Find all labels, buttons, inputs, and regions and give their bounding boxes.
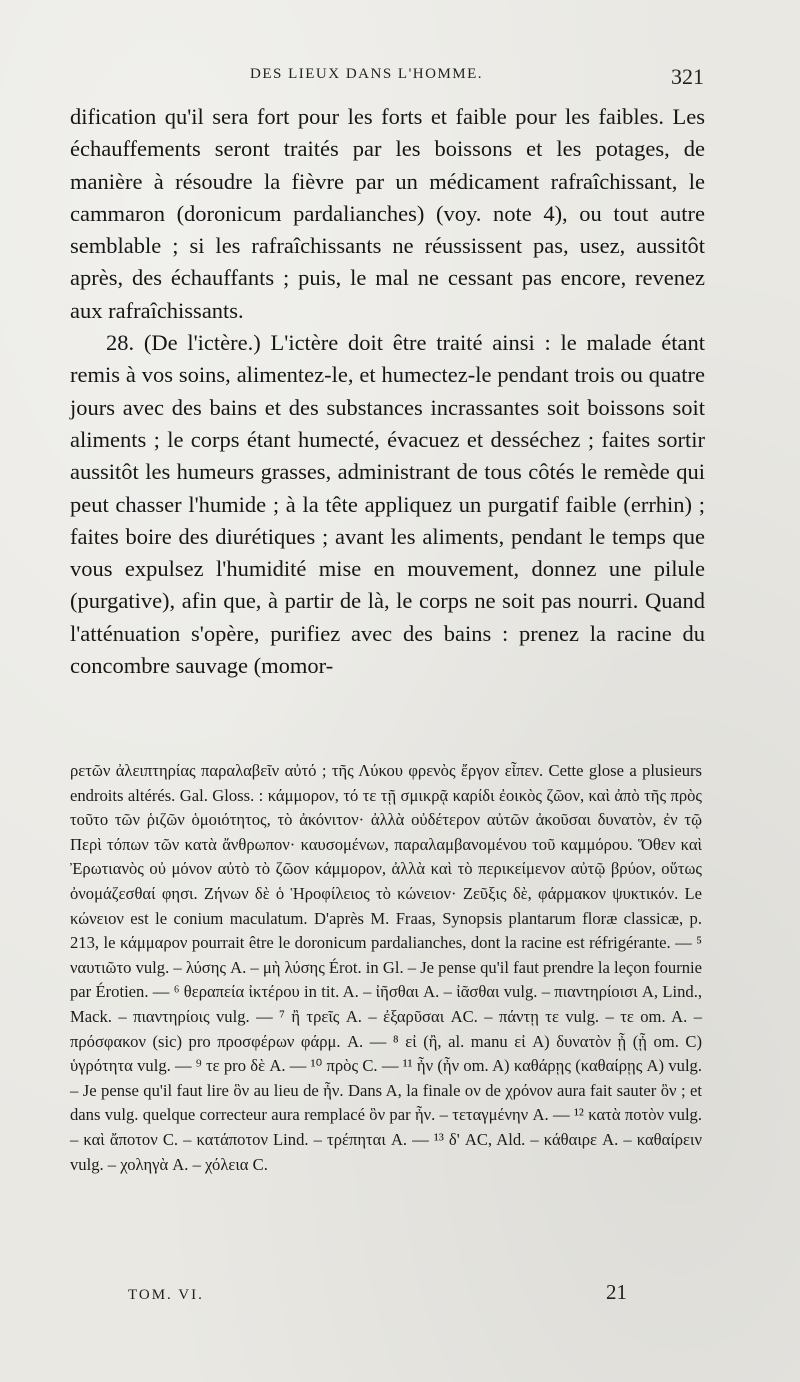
signature-number: 21 [606, 1280, 627, 1304]
signature-mark: TOM. VI. [128, 1287, 204, 1303]
running-head: DES LIEUX DANS L'HOMME. [250, 66, 484, 82]
page-number: 321 [671, 64, 704, 89]
paragraph-icterus: 28. (De l'ictère.) L'ictère doit être traité ainsi : le malade étant remis à vos soins, alimentez-le, et humectez-le pendant trois ou quatre jours avec des bains et des substances incrassantes soit boissons soit aliments ; le corps étant humecté, évacuez et desséchez ; faites sortir aussitôt les humeurs grasses, administrant de tous côtés le remède qui peut chasser l'humide ; à la tête appliquez un purgatif faible (errhin) ; faites boire des diurétiques ; avant les aliments, pendant le temps que vous expulsez l'humidité mise en mouvement, donnez une pilule (purgative), afin que, à partir de là, le corps ne soit pas nourri. Quand l'atténuation s'opère, purifiez avec des bains : prenez la racine du concombre sauvage (momor- [70, 330, 705, 679]
paragraph-continuation: dification qu'il sera fort pour les forts et faible pour les faibles. Les échauffements seront traités par les boissons et les potages, de manière à résoudre la fièvre par un médicament rafraîchissant, le cammaron (doronicum pardalianches) (voy. note 4), ou tout autre semblable ; si les rafraîchissants ne réussissent pas, usez, aussitôt après, des échauffants ; puis, le mal ne cessant pas encore, revenez aux rafraîchissants. [70, 104, 705, 323]
footnotes [70, 759, 702, 1177]
main-text [70, 101, 705, 682]
footnote-text: ρετῶν ἀλειπτηρίας παραλαβεῖν αὐτό ; τῆς Λύκου φρενὸς ἔργον εἶπεν. Cette glose a plusieurs endroits altérés. Gal. Gloss. : κάμμορον, τό τε τῇ σμικρᾷ καρίδι ἐοικὸς ζῶον, καὶ ἀπὸ τῆς πρὸς τοῦτο τῶν ῥιζῶν ὁμοιότητος, τὸ ἀκόνιτον· ἀλλὰ οὐδέτερον αὐτῶν ἀκοῦσαι δυνατὸν, ἐν τῷ Περὶ τόπων τῶν κατὰ ἄνθρωπον· καυσομένων, παραλαμβανομένου τοῦ καμμόρου. Ὅθεν καὶ Ἐρωτιανὸς οὐ μόνον αὐτὸ τὸ ζῶον κάμμορον, ἀλλὰ καὶ τὸ περικείμενον αὐτῷ βρύον, οὕτως ὀνομάζεσθαί φησι. Ζήνων δὲ ὁ Ἡροφίλειος τὸ κώνειον· Ζεῦξις δὲ, φάρμακον ψυκτικόν. Le κώνειον est le conium maculatum. D'après M. Fraas, Synopsis plantarum floræ classicæ, p. 213, le κάμμαρον pourrait être le doronicum pardalianches, dont la racine est réfrigérante. — ⁵ ναυτιῶτο vulg. – λύσης A. – μὴ λύσης Érot. in Gl. – Je pense qu'il faut prendre la leçon fournie par Érotien. — ⁶ θεραπεία ἰκτέρου in tit. A. – ἰῆσθαι A. – ἰᾶσθαι vulg. – πιαντηρίοισι A, Lind., Mack. – πιαντηρίοις vulg. — ⁷ ἢ τρεῖς A. – ἐξαρῦσαι AC. – πάντῃ τε vulg. – τε om. A. – πρόσφακον (sic) pro προσφέρων φάρμ. A. — ⁸ εἰ (ἢ, al. manu εἰ A) δυνατὸν ᾖ (ᾖ om. C) ὑγρότητα vulg. — ⁹ τε pro δὲ A. — ¹⁰ πρὸς C. — ¹¹ ἦν (ἦν om. A) καθάρῃς (καθαίρῃς A) vulg. – Je pense qu'il faut lire ὃν au lieu de ἦν. Dans A, la finale ον de χρόνον aura fait sauter ὃν ; et dans vulg. quelque correcteur aura remplacé ὃν par ἦν. – τεταγμένην A. — ¹² κατὰ ποτὸν vulg. – καὶ ἄποτον C. – κατάποτον Lind. – τρέπηται A. — ¹³ δ' AC, Ald. – κάθαιρε A. – καθαίρειν vulg. – χοληγὰ A. – χόλεια C. [70, 761, 702, 1174]
